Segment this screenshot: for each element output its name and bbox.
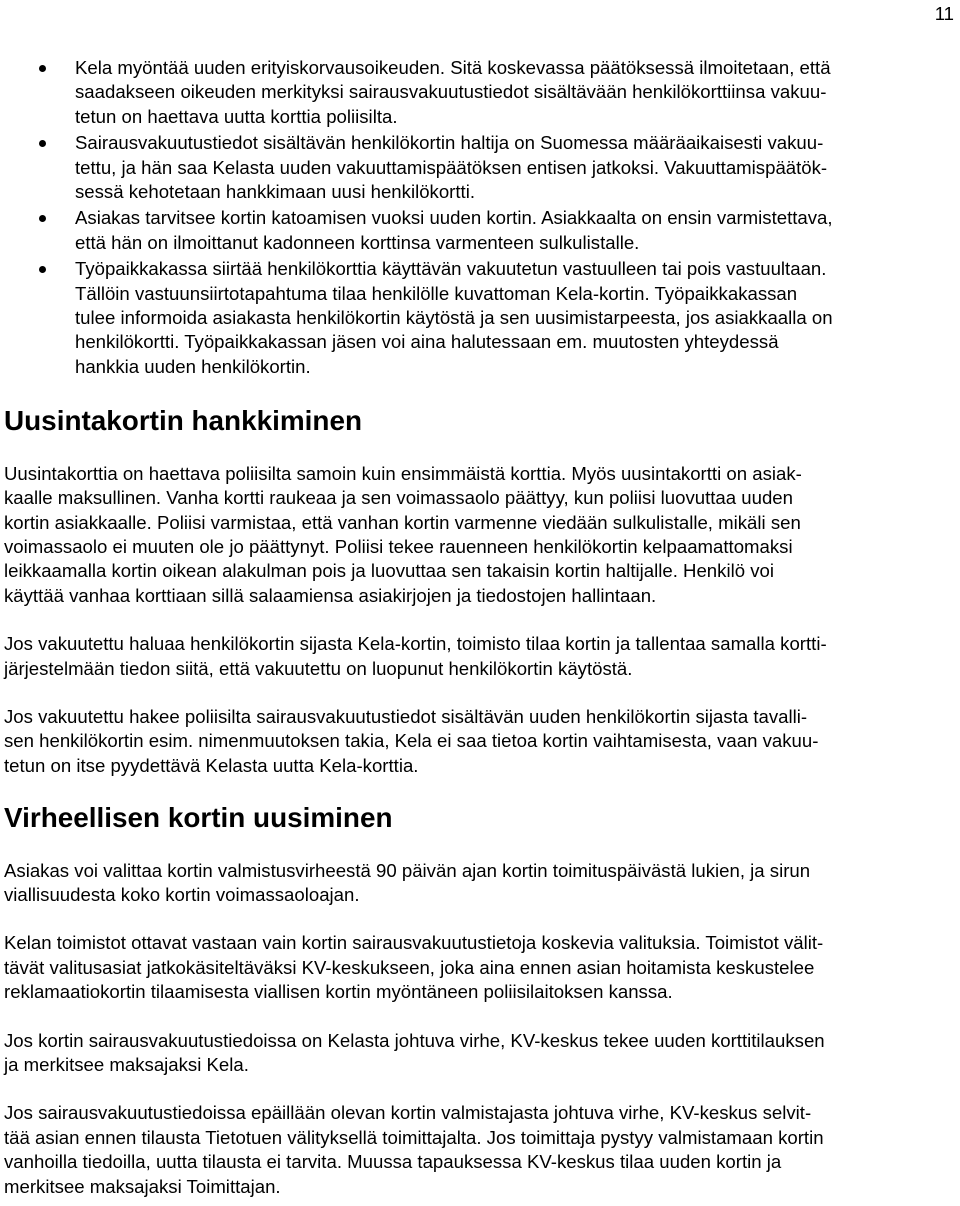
text-line: sen henkilökortin esim. nimenmuutoksen takia, Kela ei saa tietoa kortin vaihtamisesta, vaan vakuu- bbox=[4, 730, 819, 752]
document-body bbox=[4, 56, 956, 1199]
text-line: Jos vakuutettu hakee poliisilta sairausvakuutustiedot sisältävän uuden henkilökortin sijasta tavalli- bbox=[4, 705, 808, 727]
paragraph bbox=[4, 632, 956, 681]
bullet-icon bbox=[39, 215, 46, 222]
text-line: tävät valitusasiat jatkokäsiteltäväksi KV-keskukseen, joka aina ennen asian hoitamista keskustelee bbox=[4, 956, 815, 978]
text-line: Tällöin vastuunsiirtotapahtuma tilaa henkilölle kuvattoman Kela-kortin. Työpaikkakassan bbox=[75, 282, 798, 304]
text-line: tulee informoida asiakasta henkilökortin käytöstä ja sen uusimistarpeesta, jos asiakkaalla on bbox=[75, 307, 833, 329]
text-line: henkilökortti. Työpaikkakassan jäsen voi aina halutessaan em. muutosten yhteydessä bbox=[75, 331, 779, 353]
text-line: Sairausvakuutustiedot sisältävän henkilökortin haltija on Suomessa määräaikaisesti vakuu- bbox=[75, 132, 824, 154]
paragraph bbox=[4, 705, 956, 778]
text-line: Jos kortin sairausvakuutustiedoissa on Kelasta johtuva virhe, KV-keskus tekee uuden korttitilauksen bbox=[4, 1029, 825, 1051]
list-item bbox=[4, 131, 956, 204]
text-line: voimassaolo ei muuten ole jo päättynyt. Poliisi tekee rauenneen henkilökortin kelpaamattomaksi bbox=[4, 535, 793, 557]
bullet-icon bbox=[39, 65, 46, 72]
text-line: järjestelmään tiedon siitä, että vakuutettu on luopunut henkilökortin käytöstä. bbox=[4, 657, 633, 679]
text-line: Uusintakorttia on haettava poliisilta samoin kuin ensimmäistä korttia. Myös uusintakortti on asiak- bbox=[4, 462, 802, 484]
text-line: Kela myöntää uuden erityiskorvausoikeuden. Sitä koskevassa päätöksessä ilmoitetaan, että bbox=[75, 57, 831, 78]
text-line: kortin asiakkaalle. Poliisi varmistaa, että vanhan kortin varmenne viedään sulkulistalle, mikäli sen bbox=[4, 511, 801, 533]
text-line: käyttää vanhaa korttiaan sillä salaamiensa asiakirjojen ja tiedostojen hallintaan. bbox=[4, 584, 657, 606]
text-line: merkitsee maksajaksi Toimittajan. bbox=[4, 1175, 281, 1197]
text-line: Työpaikkakassa siirtää henkilökorttia käyttävän vakuutetun vastuulleen tai pois vastuultaan. bbox=[75, 258, 827, 280]
text-line: vanhoilla tiedoilla, uutta tilausta ei tarvita. Muussa tapauksessa KV-keskus tilaa uuden kortin ja bbox=[4, 1151, 782, 1173]
text-line: saadakseen oikeuden merkityksi sairausvakuutustiedot sisältävään henkilökorttiinsa vakuu- bbox=[75, 81, 827, 103]
section-heading-defective: Virheellisen kortin uusiminen bbox=[4, 802, 393, 834]
text-line: Asiakas voi valittaa kortin valmistusvirheestä 90 päivän ajan kortin toimituspäivästä lukien, ja sirun bbox=[4, 859, 811, 881]
text-line: reklamaatiokortin tilaamisesta viallisen kortin myöntäneen poliisilaitoksen kanssa. bbox=[4, 981, 673, 1003]
paragraph bbox=[4, 462, 956, 608]
text-line: ja merkitsee maksajaksi Kela. bbox=[4, 1054, 249, 1075]
paragraph bbox=[4, 859, 956, 908]
bullet-icon bbox=[39, 266, 46, 273]
list-item bbox=[4, 206, 956, 255]
text-line: tettu, ja hän saa Kelasta uuden vakuuttamispäätöksen entisen jatkoksi. Vakuuttamispäätök- bbox=[75, 156, 828, 178]
text-line: leikkaamalla kortin oikean alakulman pois ja luovuttaa sen takaisin kortin haltijalle. Henkilö voi bbox=[4, 560, 774, 582]
text-line: tää asian ennen tilausta Tietotuen välityksellä toimittajalta. Jos toimittaja pystyy valmistamaan kortin bbox=[4, 1126, 824, 1148]
bullet-icon bbox=[39, 140, 46, 147]
bullet-list bbox=[4, 56, 956, 379]
section-heading-reissue: Uusintakortin hankkiminen bbox=[4, 405, 362, 437]
text-line: Jos sairausvakuutustiedoissa epäillään olevan kortin valmistajasta johtuva virhe, KV-keskus selvit- bbox=[4, 1102, 812, 1124]
paragraph bbox=[4, 1101, 956, 1199]
text-line: sessä kehotetaan hankkimaan uusi henkilökortti. bbox=[75, 181, 476, 203]
text-line: Asiakas tarvitsee kortin katoamisen vuoksi uuden kortin. Asiakkaalta on ensin varmistettava, bbox=[75, 207, 833, 229]
text-line: viallisuudesta koko kortin voimassaoloajan. bbox=[4, 883, 360, 905]
paragraph bbox=[4, 931, 956, 1004]
text-line: kaalle maksullinen. Vanha kortti raukeaa ja sen voimassaolo päättyy, kun poliisi luovuttaa uuden bbox=[4, 487, 793, 509]
text-line: tetun on itse pyydettävä Kelasta uutta Kela-korttia. bbox=[4, 754, 419, 776]
list-item bbox=[4, 56, 956, 129]
list-item bbox=[4, 257, 956, 379]
text-line: hankkia uuden henkilökortin. bbox=[75, 355, 311, 377]
text-line: Jos vakuutettu haluaa henkilökortin sijasta Kela-kortin, toimisto tilaa kortin ja tallentaa samalla kortti- bbox=[4, 633, 827, 655]
text-line: Kelan toimistot ottavat vastaan vain kortin sairausvakuutustietoja koskevia valituksia. Toimistot välit- bbox=[4, 932, 824, 954]
page-number: 11 bbox=[934, 3, 954, 24]
text-line: tetun on haettava uutta korttia poliisilta. bbox=[75, 105, 398, 127]
paragraph bbox=[4, 1029, 956, 1078]
text-line: että hän on ilmoittanut kadonneen korttinsa varmenteen sulkulistalle. bbox=[75, 231, 640, 253]
